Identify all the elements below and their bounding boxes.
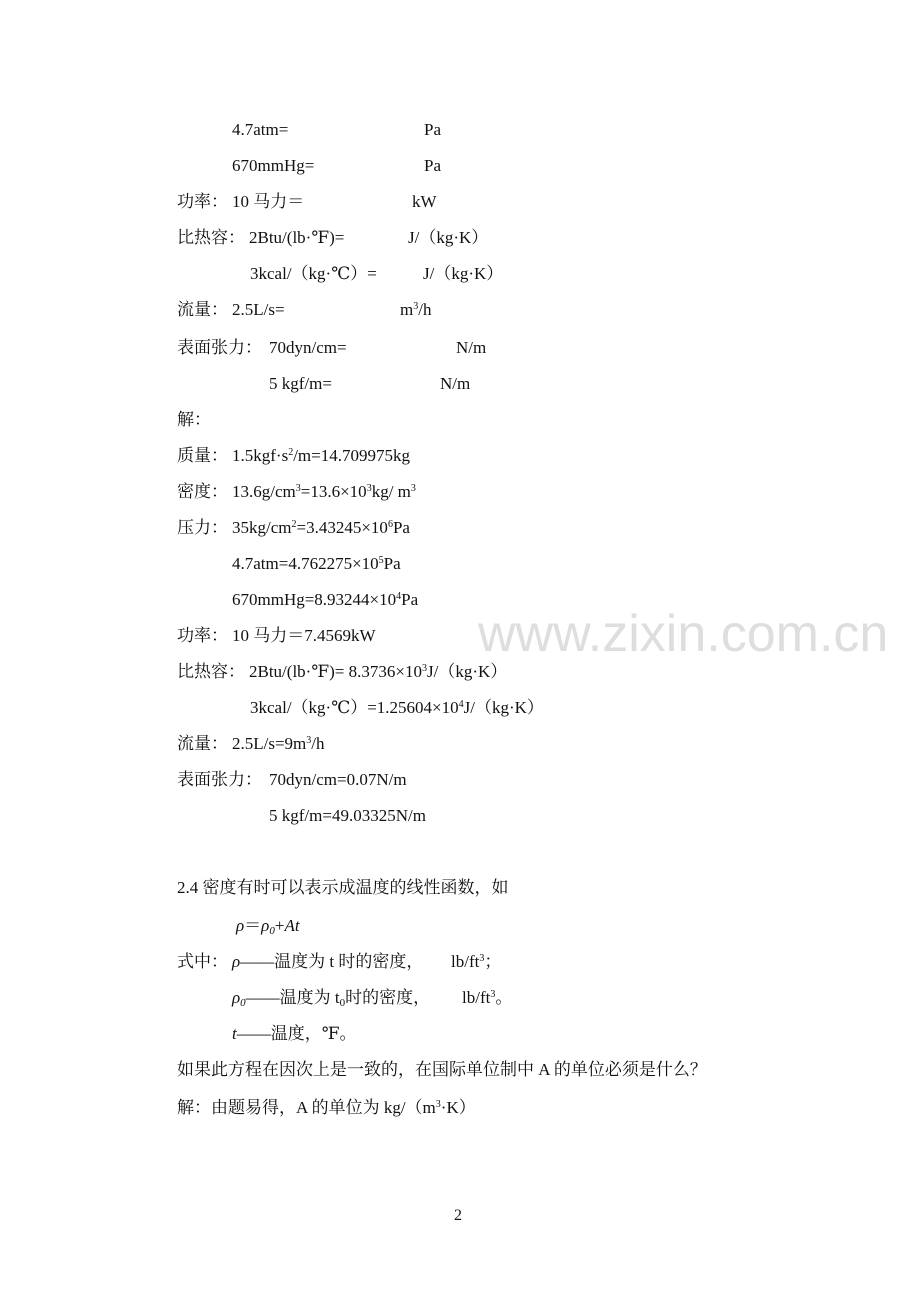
tension-question-1: 70dyn/cm= [269, 338, 347, 357]
density-answer: $13.6g/cm^3=13.6\times 10^3kg/$ $m^3$ [232, 482, 416, 501]
page-number: 2 [454, 1207, 462, 1224]
flow-question: 2.5L/s= [232, 300, 285, 319]
heat-label-2: 比热容： [177, 662, 245, 681]
heat-label: 比热容： [177, 228, 245, 247]
mmhg-question: 670mmHg= [232, 156, 315, 175]
heat-answer-1: 2Btu/(lb·℉)= $8.3736\times 10^3J/(kg\cdot K)$ [249, 662, 508, 681]
atm-unit: Pa [424, 120, 441, 139]
density-label: 密度： [177, 482, 228, 501]
t-definition: t——温度，℉。 [232, 1024, 357, 1043]
tension-label: 表面张力： [177, 338, 262, 357]
tension-unit-1: N/m [456, 338, 487, 357]
flow-answer: $2.5L/s=9m^3/h$ [232, 734, 325, 753]
tension-question-2: 5 kgf/m= [269, 374, 332, 393]
mass-label: 质量： [177, 446, 228, 465]
where-label: 式中： [177, 952, 228, 971]
power-answer: 10 马力＝7.4569kW [232, 626, 376, 645]
power-question: 10 马力＝ [232, 192, 305, 211]
watermark: www.zixin.com.cn [478, 605, 889, 663]
flow-label: 流量： [177, 300, 228, 319]
heat-unit-1: J/（kg·K） [408, 228, 489, 247]
atm-answer: $4.7atm=4.762275\times 10^5Pa$ [232, 554, 401, 573]
power-label-2: 功率： [177, 626, 228, 645]
flow-unit: $m^3/h$ [400, 300, 432, 319]
mass-answer: $1.5kgf\cdot s^2/m=14.709975kg$ [232, 446, 410, 465]
mmhg-answer: $670mmHg=8.93244\times 10^4Pa$ [232, 590, 419, 609]
pressure-label: 压力： [177, 518, 228, 537]
equation: $\rho=\rho_0+At$ [236, 916, 300, 937]
tension-unit-2: N/m [440, 374, 471, 393]
rho0-definition: $\rho_0——$温度为 $t_0$时的密度， [232, 988, 431, 1009]
heat-question-2: 3kcal/（kg·℃）= [250, 264, 377, 283]
pressure-answer: $35kg/cm^2=3.43245\times 10^6Pa$ [232, 518, 410, 537]
rho-definition: ρ——温度为 t 时的密度， [232, 952, 424, 971]
tension-answer-2: 5 kgf/m=49.03325N/m [269, 806, 426, 825]
mmhg-unit: Pa [424, 156, 441, 175]
heat-question-1: 2Btu/(lb·℉)= [249, 228, 345, 247]
tension-answer-1: 70dyn/cm=0.07N/m [269, 770, 407, 789]
tension-label-2: 表面张力： [177, 770, 262, 789]
heat-answer-2: $3kcal/(kg\cdot℃)=1.25604\times 10^4J/(kg\cdot K)$ [250, 698, 544, 717]
heat-unit-2: J/（kg·K） [423, 264, 504, 283]
power-label: 功率： [177, 192, 228, 211]
flow-label-2: 流量： [177, 734, 228, 753]
rho-unit: $lb/ft^3$； [451, 952, 502, 971]
power-unit: kW [412, 192, 437, 211]
rho0-unit: $lb/ft^3$。 [462, 988, 513, 1007]
atm-question: 4.7atm= [232, 120, 289, 139]
